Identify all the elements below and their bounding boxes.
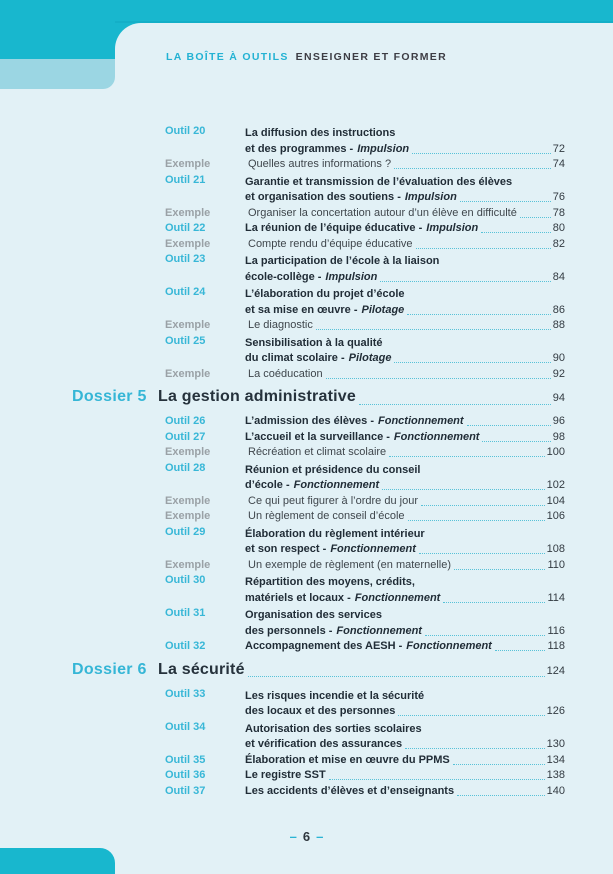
page-number: 98 [552, 430, 565, 443]
page-number: 96 [552, 415, 565, 427]
page-number: 76 [552, 191, 565, 203]
entry-last-line [248, 157, 565, 173]
page-number: 92 [552, 367, 565, 380]
dotted-leader [326, 378, 551, 379]
dotted-leader [405, 748, 545, 749]
page-number: 114 [547, 591, 565, 604]
entry-title-text: Un exemple de règlement (en maternelle) [248, 558, 451, 571]
entry-title-line [245, 720, 565, 738]
entry-last-line [245, 270, 565, 286]
entry-title-line [245, 124, 565, 142]
outil-label: Outil 35 [165, 753, 206, 766]
dossier-title: La gestion administrative [158, 388, 356, 405]
toc-exemple-entry [72, 237, 565, 253]
toc-outil-entry [72, 687, 565, 720]
category-label: Fonctionnement [393, 430, 480, 443]
entry-title-text: Autorisation des sorties scolaires [245, 722, 422, 735]
exemple-label: Exemple [165, 367, 211, 380]
dossier-label: Dossier 6 [72, 660, 147, 678]
entry-title-line [245, 461, 565, 479]
outil-label: Outil 23 [165, 253, 206, 265]
entry-title-text: matériels et locaux - [245, 591, 351, 604]
entry-title-line [245, 687, 565, 705]
entry-title-text: Compte rendu d’équipe éducative [248, 237, 413, 250]
entry-last-line [245, 430, 565, 446]
dotted-leader [394, 362, 550, 363]
entry-body [245, 768, 565, 784]
entry-title-text: Garantie et transmission de l’évaluation des élèves [245, 175, 513, 188]
entry-body [245, 445, 565, 461]
page-number: 126 [546, 705, 565, 717]
folio-dash-right: – [316, 829, 324, 844]
entry-title-text: Accompagnement des AESH - [245, 640, 403, 652]
dotted-leader [416, 248, 551, 249]
toc-outil-entry [72, 461, 565, 494]
toc-exemple-entry [72, 367, 565, 383]
entry-body [245, 687, 565, 720]
entry-last-line [248, 237, 565, 253]
page-number: 84 [552, 270, 565, 283]
entry-title-text: La diffusion des instructions [245, 127, 396, 139]
folio-dash-left: – [289, 829, 297, 844]
outil-label: Outil 31 [165, 607, 206, 619]
dotted-leader [419, 553, 545, 554]
dotted-leader [453, 764, 545, 765]
outil-label: Outil 33 [165, 687, 206, 700]
dotted-leader [412, 153, 551, 154]
entry-body [245, 157, 565, 173]
entry-body [245, 237, 565, 253]
entry-last-line [245, 190, 565, 206]
toc-section [72, 660, 565, 800]
entry-title-text: Les accidents d’élèves et d’enseignants [245, 784, 455, 797]
dotted-leader [407, 314, 550, 315]
entry-last-line [245, 221, 565, 237]
outil-label: Outil 30 [165, 574, 206, 586]
dotted-leader [380, 281, 550, 282]
toc-outil-entry [72, 784, 565, 800]
entry-last-line [245, 753, 565, 769]
outil-label: Outil 24 [165, 286, 206, 298]
dossier-label: Dossier 5 [72, 388, 147, 405]
outil-label: Outil 20 [165, 125, 206, 137]
toc-outil-entry [72, 252, 565, 285]
category-label: Pilotage [361, 303, 405, 316]
page-number: 72 [552, 142, 565, 155]
entry-title-text: d’école - [245, 479, 290, 491]
toc-exemple-entry [72, 445, 565, 461]
bottom-left-teal-tab [0, 848, 115, 874]
page-number: 110 [547, 558, 565, 571]
entry-body [245, 461, 565, 494]
exemple-label: Exemple [165, 237, 211, 250]
outil-label: Outil 22 [165, 222, 206, 234]
page-number: 102 [546, 479, 565, 491]
exemple-label: Exemple [165, 206, 211, 219]
page-number: 106 [546, 510, 565, 522]
page-number: 134 [546, 753, 565, 766]
page-number: 124 [546, 664, 565, 677]
entry-title-text: et des programmes - [245, 142, 354, 155]
entry-body [245, 318, 565, 334]
dossier-title: La sécurité [158, 660, 245, 678]
entry-title-line [245, 173, 565, 191]
entry-title-line [245, 334, 565, 352]
entry-title-text: Réunion et présidence du conseil [245, 463, 421, 476]
toc-outil-entry [72, 221, 565, 237]
category-label: Impulsion [325, 270, 378, 283]
entry-title-text: Les risques incendie et la sécurité [245, 689, 425, 702]
page-number: 108 [546, 543, 565, 555]
page-number: 138 [546, 769, 565, 781]
toc-exemple-entry [72, 318, 565, 334]
page-number: 116 [547, 624, 565, 637]
book-series-title: ENSEIGNER ET FORMER [295, 51, 447, 63]
toc-outil-entry [72, 414, 565, 430]
category-label: Fonctionnement [330, 543, 416, 555]
exemple-label: Exemple [165, 510, 211, 522]
entry-title-text: Ce qui peut figurer à l’ordre du jour [248, 494, 418, 507]
entry-title-text: et son respect - [245, 543, 327, 555]
page-number: 74 [552, 158, 565, 170]
outil-label: Outil 27 [165, 430, 206, 443]
outil-label: Outil 26 [165, 415, 206, 427]
outil-label: Outil 25 [165, 334, 206, 347]
toc-exemple-entry [72, 558, 565, 574]
running-head [0, 51, 613, 63]
dossier-heading [72, 387, 565, 408]
dotted-leader [481, 232, 551, 233]
toc-outil-entry [72, 573, 565, 606]
entry-last-line [248, 445, 565, 461]
outil-label: Outil 36 [165, 769, 206, 781]
entry-title-text: des locaux et des personnes [245, 705, 396, 717]
entry-title-text: des personnels - [245, 624, 333, 637]
dotted-leader [382, 489, 544, 490]
folio-page-number: 6 [302, 829, 311, 844]
entry-title-text: Répartition des moyens, crédits, [245, 576, 415, 588]
dotted-leader [457, 795, 545, 796]
entry-title-text: Récréation et climat scolaire [248, 446, 387, 458]
exemple-label: Exemple [165, 158, 211, 170]
dossier-heading [72, 660, 565, 681]
dotted-leader [389, 456, 544, 457]
entry-last-line [248, 318, 565, 334]
page-number: 88 [552, 319, 565, 331]
entry-title-text: La participation de l’école à la liaison [245, 255, 440, 267]
entry-last-line [245, 303, 565, 319]
page-number: 80 [552, 222, 565, 234]
page-number: 94 [552, 392, 565, 404]
entry-last-line [245, 639, 565, 655]
toc-outil-entry [72, 124, 565, 157]
toc-outil-entry [72, 753, 565, 769]
dotted-leader [408, 520, 545, 521]
toc [72, 124, 565, 799]
dotted-leader [467, 425, 551, 426]
entry-body [245, 221, 565, 237]
category-label: Fonctionnement [406, 640, 492, 652]
entry-title-line [245, 252, 565, 270]
dotted-leader [248, 676, 545, 677]
outil-label: Outil 21 [165, 173, 206, 186]
entry-last-line [248, 494, 565, 510]
entry-title-text: Sensibilisation à la qualité [245, 336, 383, 349]
toc-outil-entry [72, 430, 565, 446]
entry-body [245, 720, 565, 753]
entry-title-text: L’élaboration du projet d’école [245, 288, 405, 300]
entry-last-line [248, 206, 565, 222]
page-number: 78 [552, 206, 565, 219]
entry-body [245, 753, 565, 769]
left-light-teal-tab [0, 59, 115, 89]
entry-last-line [248, 367, 565, 383]
outil-label: Outil 29 [165, 525, 206, 538]
entry-last-line [245, 414, 565, 430]
dotted-leader [316, 329, 551, 330]
category-label: Fonctionnement [293, 479, 380, 491]
toc-outil-entry [72, 606, 565, 639]
toc-outil-entry [72, 173, 565, 206]
toc-section [72, 387, 565, 655]
page-folio [0, 829, 613, 844]
page-number: 130 [546, 738, 565, 750]
exemple-label: Exemple [165, 494, 211, 507]
page-number: 100 [546, 446, 565, 458]
entry-last-line [245, 591, 565, 607]
category-label: Impulsion [357, 142, 410, 155]
entry-body [245, 494, 565, 510]
toc-outil-entry [72, 768, 565, 784]
page-number: 90 [552, 352, 565, 364]
toc-section [72, 124, 565, 382]
outil-label: Outil 28 [165, 461, 206, 474]
entry-title-text: école-collège - [245, 270, 322, 283]
entry-title-text: Un règlement de conseil d’école [248, 510, 405, 522]
entry-body [245, 509, 565, 525]
dotted-leader [454, 569, 545, 570]
entry-title-text: La coéducation [248, 367, 323, 380]
entry-last-line [245, 784, 565, 800]
category-label: Impulsion [404, 191, 457, 203]
entry-title-line [245, 573, 565, 591]
toc-outil-entry [72, 720, 565, 753]
category-label: Fonctionnement [336, 624, 422, 637]
entry-last-line [248, 509, 565, 525]
entry-body [245, 367, 565, 383]
entry-body [245, 206, 565, 222]
exemple-label: Exemple [165, 558, 211, 571]
entry-body [245, 525, 565, 558]
category-label: Fonctionnement [354, 591, 441, 604]
page-number: 82 [552, 237, 565, 250]
dotted-leader [398, 715, 544, 716]
entry-body [245, 334, 565, 367]
entry-title-text: Organisation des services [245, 609, 382, 621]
book-brand-title: LA BOÎTE À OUTILS [166, 51, 289, 63]
entry-last-line [245, 737, 565, 753]
dotted-leader [425, 635, 545, 636]
exemple-label: Exemple [165, 319, 211, 331]
entry-title-text: Organiser la concertation autour d’un élève en difficulté [248, 206, 517, 219]
entry-body [245, 414, 565, 430]
entry-title-line [245, 285, 565, 303]
entry-title-text: et organisation des soutiens - [245, 191, 401, 203]
entry-last-line [245, 542, 565, 558]
dotted-leader [520, 217, 551, 218]
entry-title-text: La réunion de l’équipe éducative - [245, 222, 423, 234]
dotted-leader [394, 168, 551, 169]
dotted-leader [495, 650, 546, 651]
entry-last-line [245, 478, 565, 494]
dotted-leader [460, 201, 551, 202]
dotted-leader [329, 779, 545, 780]
entry-body [245, 285, 565, 318]
entry-last-line [245, 624, 565, 640]
page-number: 86 [552, 303, 565, 316]
toc-outil-entry [72, 639, 565, 655]
entry-title-text: et sa mise en œuvre - [245, 303, 358, 316]
entry-body [245, 573, 565, 606]
entry-last-line [245, 351, 565, 367]
entry-title-text: et vérification des assurances [245, 738, 403, 750]
toc-exemple-entry [72, 157, 565, 173]
entry-title-text: du climat scolaire - [245, 352, 345, 364]
dotted-leader [443, 602, 545, 603]
dossier-title-row [158, 660, 565, 681]
entry-body [245, 173, 565, 206]
outil-label: Outil 32 [165, 640, 206, 652]
entry-body [245, 784, 565, 800]
category-label: Pilotage [348, 352, 392, 364]
dotted-leader [421, 505, 545, 506]
page-number: 104 [546, 494, 565, 507]
page-number: 118 [547, 640, 565, 652]
toc-outil-entry [72, 285, 565, 318]
category-label: Fonctionnement [378, 415, 464, 427]
entry-title-text: Élaboration du règlement intérieur [245, 527, 425, 540]
category-label: Impulsion [426, 222, 479, 234]
toc-outil-entry [72, 525, 565, 558]
entry-title-text: Élaboration et mise en œuvre du PPMS [245, 753, 450, 766]
entry-body [245, 558, 565, 574]
toc-exemple-entry [72, 509, 565, 525]
entry-title-text: Quelles autres informations ? [248, 158, 392, 170]
dotted-leader [482, 441, 550, 442]
toc-exemple-entry [72, 206, 565, 222]
entry-body [245, 639, 565, 655]
toc-exemple-entry [72, 494, 565, 510]
entry-title-text: Le diagnostic [248, 319, 313, 331]
outil-label: Outil 34 [165, 720, 206, 733]
entry-body [245, 252, 565, 285]
exemple-label: Exemple [165, 446, 211, 458]
toc-outil-entry [72, 334, 565, 367]
entry-title-text: L’accueil et la surveillance - [245, 430, 390, 443]
entry-last-line [245, 142, 565, 158]
entry-title-line [245, 606, 565, 624]
outil-label: Outil 37 [165, 784, 206, 797]
page-number: 140 [546, 784, 565, 797]
entry-body [245, 606, 565, 639]
dotted-leader [359, 404, 551, 405]
entry-body [245, 124, 565, 157]
entry-title-line [245, 525, 565, 543]
entry-last-line [245, 704, 565, 720]
entry-body [245, 430, 565, 446]
entry-title-text: Le registre SST [245, 769, 326, 781]
entry-last-line [248, 558, 565, 574]
dossier-title-row [158, 387, 565, 408]
entry-title-text: L’admission des élèves - [245, 415, 375, 427]
entry-last-line [245, 768, 565, 784]
